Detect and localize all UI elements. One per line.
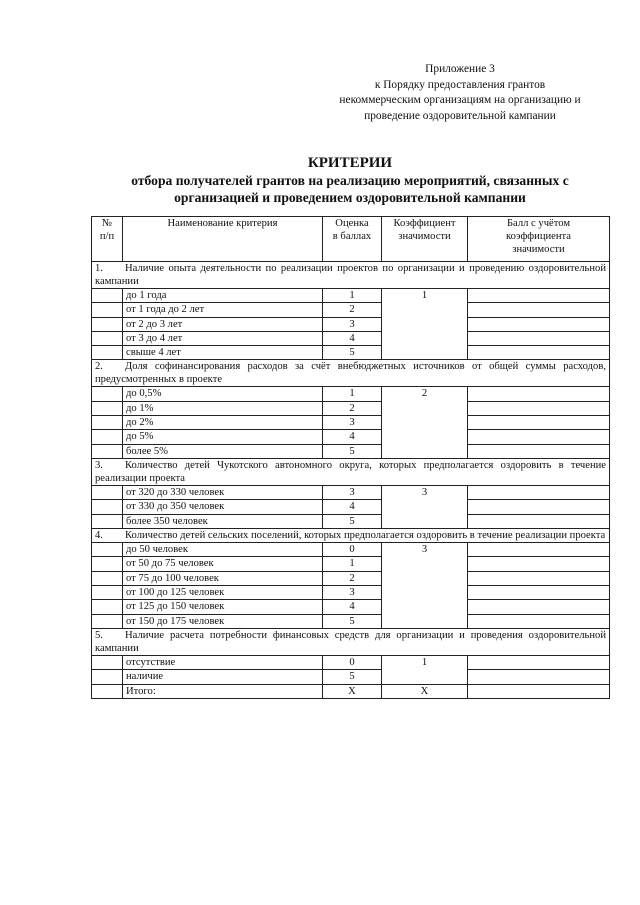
weighted-score-cell	[468, 586, 610, 600]
section-title: Доля софинансирования расходов за счёт внебюджетных источников от общей суммы расходов, предусмотренных в проекте	[95, 361, 606, 386]
title-line-3: организацией и проведением оздоровительной кампании	[174, 190, 526, 205]
criterion-score: 5	[323, 444, 382, 458]
row-num-cell	[92, 543, 123, 557]
criterion-label: от 75 до 100 человек	[123, 571, 323, 585]
criterion-row	[92, 485, 610, 499]
weighted-score-cell	[468, 289, 610, 303]
section-title: Наличие опыта деятельности по реализации проектов по организации и проведению оздоровительной кампании	[95, 263, 606, 287]
criterion-score: 5	[323, 346, 382, 360]
annex-line-3: некоммерческим организациям на организацию и	[339, 94, 581, 106]
criterion-row	[92, 346, 610, 360]
criterion-score: 4	[323, 600, 382, 614]
criterion-score: 2	[323, 303, 382, 317]
section-number: 4.	[95, 529, 103, 541]
section-coefficient: 1	[382, 289, 468, 360]
section-coefficient: 3	[382, 543, 468, 629]
criterion-label: более 350 человек	[123, 514, 323, 528]
section-row	[92, 458, 610, 485]
header-coefficient: Коэффициент значимости	[382, 217, 468, 262]
criterion-label: отсутствие	[123, 655, 323, 669]
total-num-cell	[92, 684, 123, 698]
total-weighted-cell	[468, 684, 610, 698]
row-num-cell	[92, 670, 123, 684]
section-number: 3.	[95, 459, 103, 471]
criteria-table	[91, 216, 610, 699]
criterion-label: свыше 4 лет	[123, 346, 323, 360]
criterion-row	[92, 571, 610, 585]
criterion-label: до 2%	[123, 416, 323, 430]
weighted-score-cell	[468, 331, 610, 345]
weighted-score-cell	[468, 655, 610, 669]
header-num: № п/п	[92, 217, 123, 262]
row-num-cell	[92, 514, 123, 528]
header-score: Оценка в баллах	[323, 217, 382, 262]
title-main: КРИТЕРИИ	[307, 155, 393, 171]
section-number: 2.	[95, 361, 103, 373]
row-num-cell	[92, 444, 123, 458]
criterion-label: до 5%	[123, 430, 323, 444]
annex-line-1: Приложение 3	[425, 63, 495, 75]
row-num-cell	[92, 571, 123, 585]
header-weighted-score: Балл с учётом коэффициента значимости	[468, 217, 610, 262]
criterion-score: 2	[323, 401, 382, 415]
criterion-label: от 2 до 3 лет	[123, 317, 323, 331]
section-coefficient: 2	[382, 387, 468, 458]
weighted-score-cell	[468, 387, 610, 401]
row-num-cell	[92, 387, 123, 401]
weighted-score-cell	[468, 430, 610, 444]
section-title-cell	[92, 528, 610, 542]
criterion-label: от 3 до 4 лет	[123, 331, 323, 345]
criterion-score: 0	[323, 655, 382, 669]
section-coefficient: 3	[382, 485, 468, 528]
criterion-row	[92, 331, 610, 345]
weighted-score-cell	[468, 500, 610, 514]
document-title	[60, 155, 640, 206]
criterion-label: от 125 до 150 человек	[123, 600, 323, 614]
criterion-score: 3	[323, 586, 382, 600]
row-num-cell	[92, 303, 123, 317]
criterion-row	[92, 655, 610, 669]
criterion-label: от 150 до 175 человек	[123, 614, 323, 628]
total-label: Итого:	[123, 684, 323, 698]
criterion-row	[92, 543, 610, 557]
section-row	[92, 628, 610, 655]
section-title-cell	[92, 458, 610, 485]
row-num-cell	[92, 346, 123, 360]
section-title-cell	[92, 360, 610, 387]
row-num-cell	[92, 317, 123, 331]
section-number: 1.	[95, 263, 103, 274]
criterion-row	[92, 500, 610, 514]
row-num-cell	[92, 655, 123, 669]
weighted-score-cell	[468, 600, 610, 614]
row-num-cell	[92, 586, 123, 600]
criterion-label: более 5%	[123, 444, 323, 458]
criterion-row	[92, 444, 610, 458]
criterion-row	[92, 387, 610, 401]
total-score: Х	[323, 684, 382, 698]
table-header-row	[92, 217, 610, 262]
criterion-score: 5	[323, 670, 382, 684]
row-num-cell	[92, 331, 123, 345]
row-num-cell	[92, 500, 123, 514]
weighted-score-cell	[468, 444, 610, 458]
criterion-label: до 0,5%	[123, 387, 323, 401]
row-num-cell	[92, 600, 123, 614]
criterion-label: до 50 человек	[123, 543, 323, 557]
weighted-score-cell	[468, 543, 610, 557]
criterion-row	[92, 416, 610, 430]
criterion-score: 1	[323, 557, 382, 571]
criterion-score: 4	[323, 331, 382, 345]
criterion-label: до 1%	[123, 401, 323, 415]
criterion-row	[92, 586, 610, 600]
row-num-cell	[92, 401, 123, 415]
section-number: 5.	[95, 629, 103, 641]
weighted-score-cell	[468, 557, 610, 571]
criterion-row	[92, 401, 610, 415]
criterion-score: 4	[323, 500, 382, 514]
total-row	[92, 684, 610, 698]
weighted-score-cell	[468, 571, 610, 585]
criterion-label: от 1 года до 2 лет	[123, 303, 323, 317]
weighted-score-cell	[468, 485, 610, 499]
criterion-score: 5	[323, 614, 382, 628]
annex-line-2: к Порядку предоставления грантов	[374, 78, 546, 91]
criterion-row	[92, 614, 610, 628]
row-num-cell	[92, 416, 123, 430]
criterion-score: 5	[323, 514, 382, 528]
criterion-row	[92, 289, 610, 303]
section-title: Количество детей сельских поселений, которых предполагается оздоровить в течение реализации проекта	[125, 529, 606, 541]
criterion-row	[92, 557, 610, 571]
criterion-label: от 100 до 125 человек	[123, 586, 323, 600]
criterion-score: 1	[323, 289, 382, 303]
criterion-score: 1	[323, 387, 382, 401]
criterion-score: 2	[323, 571, 382, 585]
criterion-row	[92, 430, 610, 444]
weighted-score-cell	[468, 401, 610, 415]
annex-line-4: проведение оздоровительной кампании	[364, 109, 556, 122]
weighted-score-cell	[468, 346, 610, 360]
criterion-label: от 330 до 350 человек	[123, 500, 323, 514]
section-row	[92, 360, 610, 387]
criterion-label: наличие	[123, 670, 323, 684]
criterion-score: 0	[323, 543, 382, 557]
row-num-cell	[92, 614, 123, 628]
row-num-cell	[92, 289, 123, 303]
weighted-score-cell	[468, 514, 610, 528]
weighted-score-cell	[468, 317, 610, 331]
row-num-cell	[92, 485, 123, 499]
section-title-cell	[92, 262, 610, 289]
criterion-label: от 320 до 330 человек	[123, 485, 323, 499]
criterion-row	[92, 600, 610, 614]
section-row	[92, 262, 610, 289]
title-line-2: отбора получателей грантов на реализацию мероприятий, связанных с	[131, 173, 569, 188]
weighted-score-cell	[468, 303, 610, 317]
criterion-score: 3	[323, 416, 382, 430]
section-title: Наличие расчета потребности финансовых средств для организации и проведения оздоровительной кампании	[95, 629, 606, 654]
weighted-score-cell	[468, 670, 610, 684]
criterion-score: 3	[323, 485, 382, 499]
criterion-row	[92, 514, 610, 528]
criteria-body	[92, 262, 610, 699]
weighted-score-cell	[468, 416, 610, 430]
criterion-row	[92, 303, 610, 317]
criterion-score: 4	[323, 430, 382, 444]
section-row	[92, 528, 610, 542]
criterion-label: до 1 года	[123, 289, 323, 303]
criterion-label: от 50 до 75 человек	[123, 557, 323, 571]
row-num-cell	[92, 430, 123, 444]
section-title: Количество детей Чукотского автономного округа, которых предполагается оздоровить в течение реализации проекта	[95, 459, 606, 484]
criterion-row	[92, 317, 610, 331]
weighted-score-cell	[468, 614, 610, 628]
total-coefficient: Х	[382, 684, 468, 698]
criterion-row	[92, 670, 610, 684]
annex-header	[300, 62, 620, 124]
row-num-cell	[92, 557, 123, 571]
criterion-score: 3	[323, 317, 382, 331]
section-title-cell	[92, 628, 610, 655]
section-coefficient: 1	[382, 655, 468, 684]
header-name: Наименование критерия	[123, 217, 323, 262]
